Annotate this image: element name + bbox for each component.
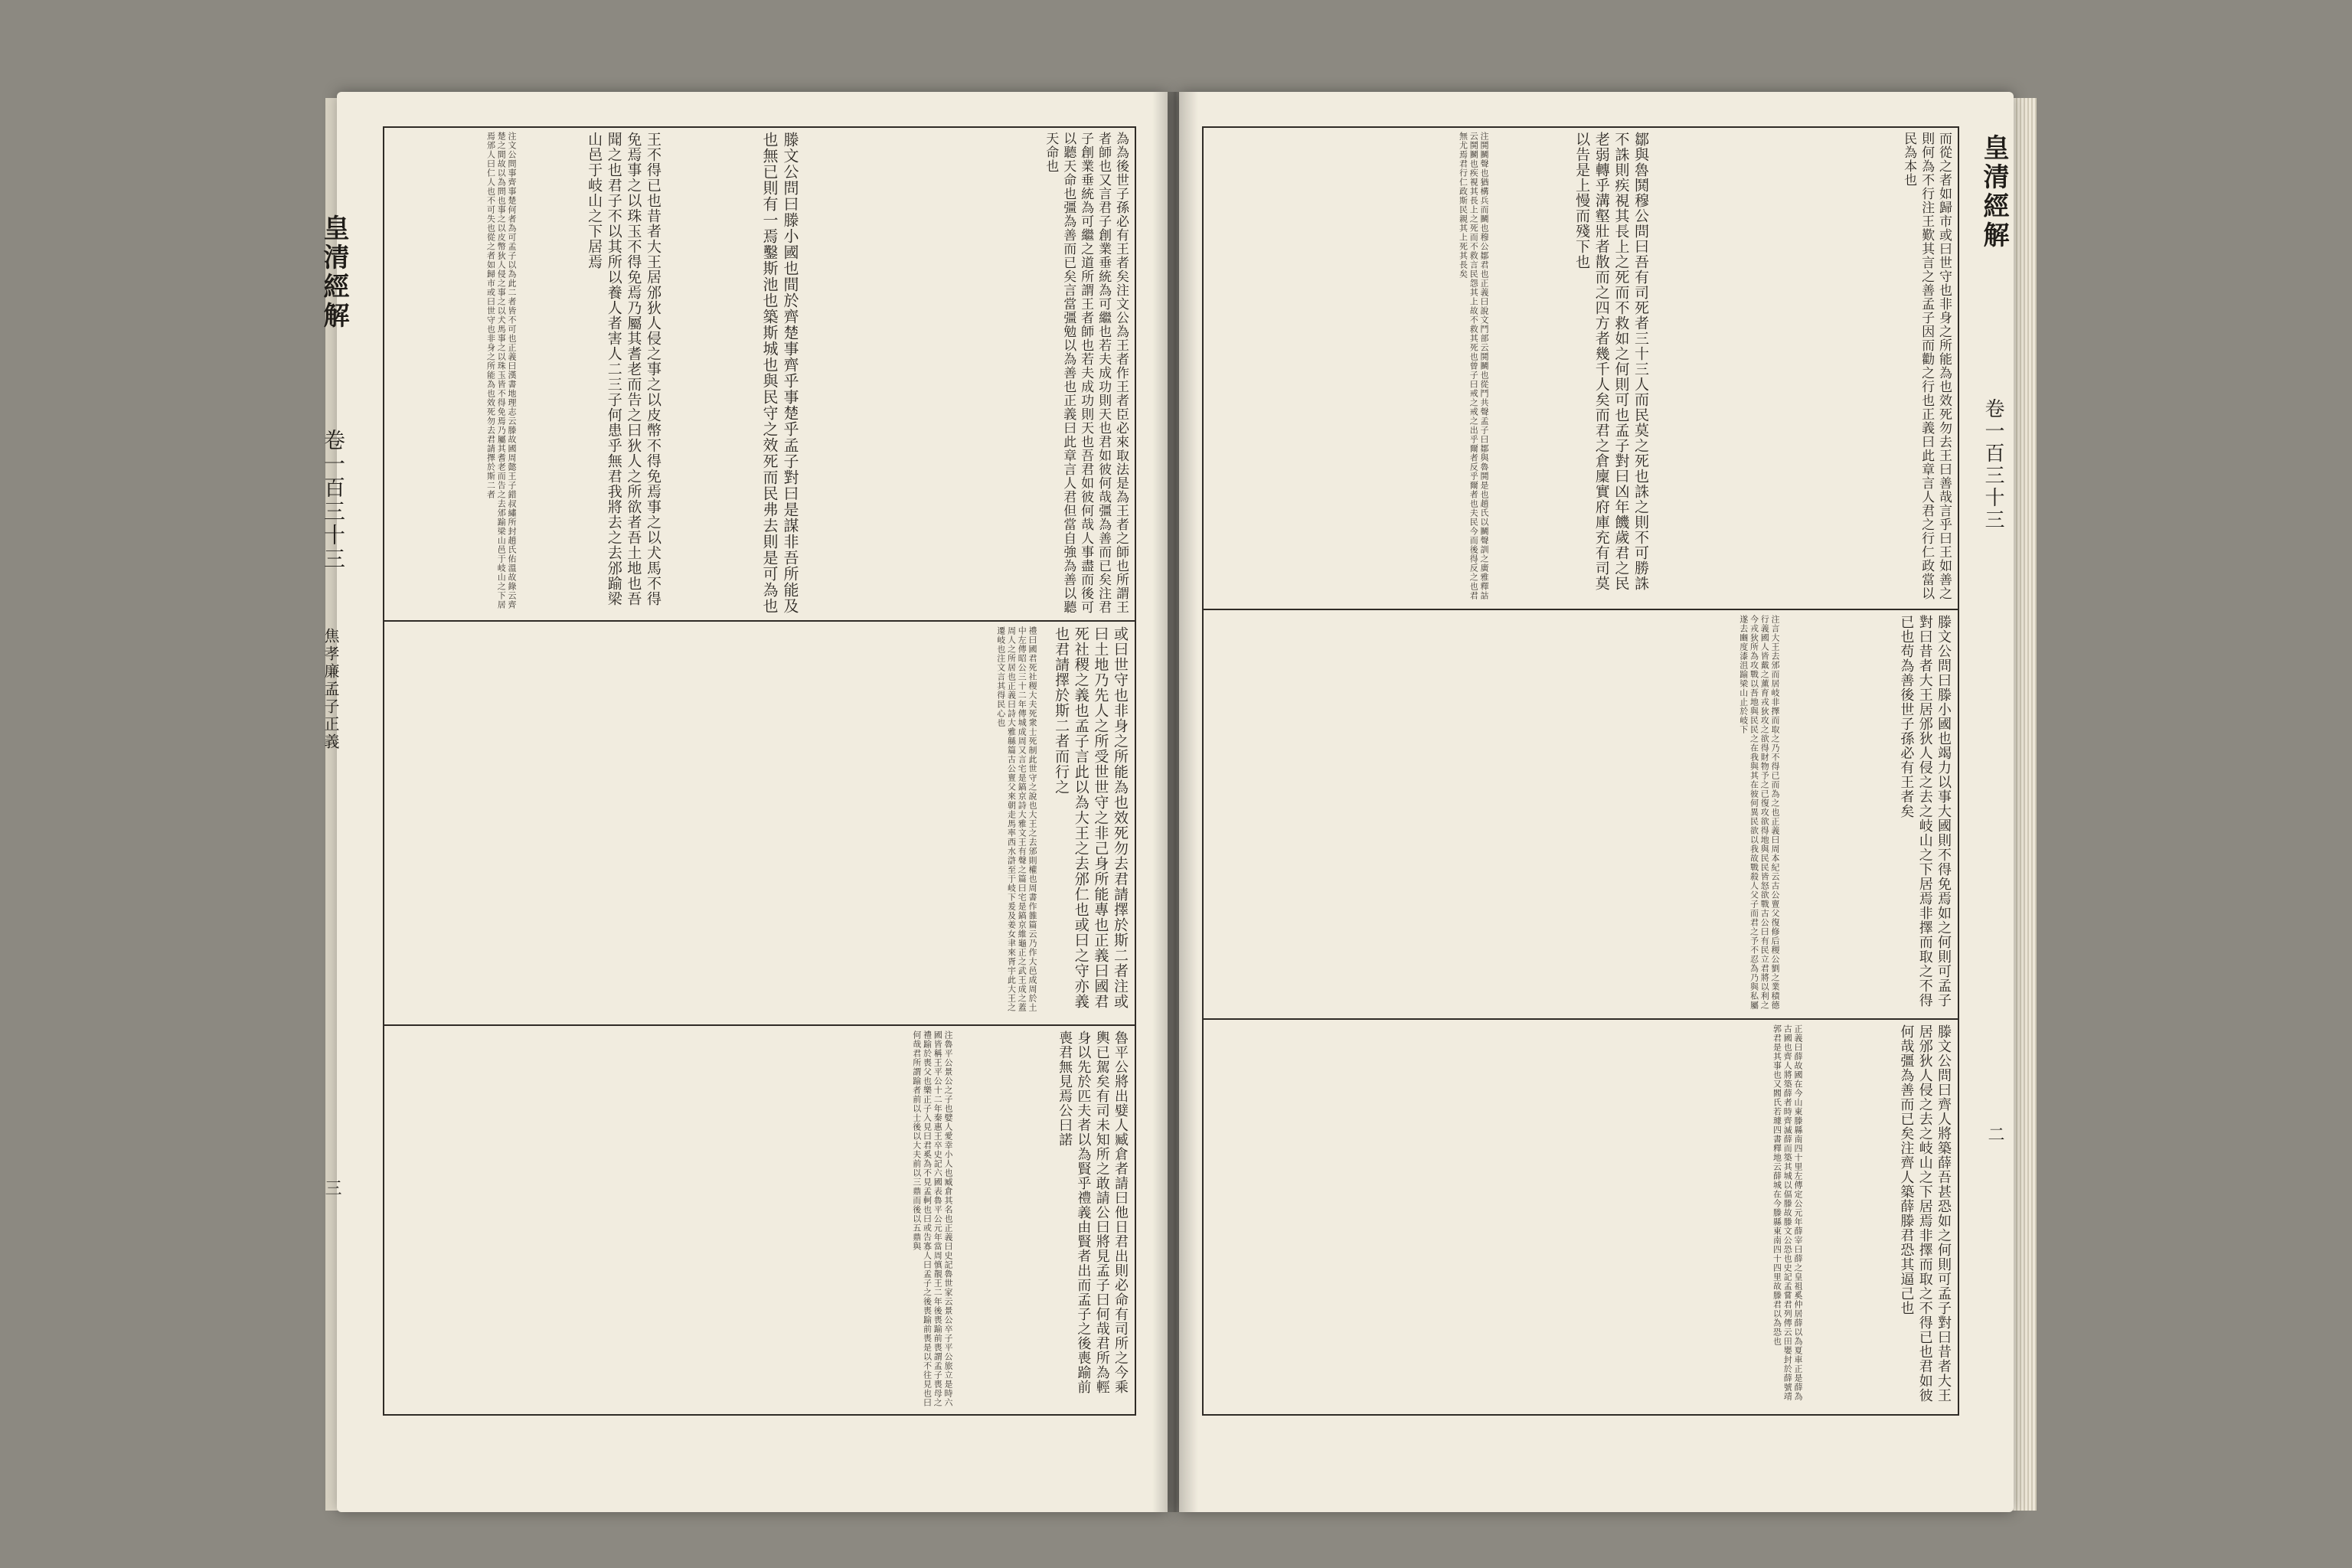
right-middle-text: 滕文公問曰滕小國也竭力以事大國則不得免焉如之何則可孟子對曰昔者大王居邠狄人侵之去之岐山之下居焉非擇而取之不得已也苟為善後世子孫必有王者矣: [1898, 615, 1952, 1008]
left-upper-text-fine: 注文公問事齊事楚何者為可孟子以為此二者皆不可也正義曰漢書地理志云滕故國周懿王子錯叔繡所封趙氏佑溫故錄云齊楚之間故以為問也事之以皮幣狄人侵之事之以犬馬事之以珠玉皆不得免焉乃屬其耆老而告之去邠踰梁山邑于岐山之下居焉邠人曰仁人也不可失也從之者如歸市或曰世守也非身之所能為也效死勿去君請擇於斯二者: [485, 132, 517, 609]
left-upper-text-3: 王不得已也昔者大王居邠狄人侵之事之以皮幣不得免焉事之以犬馬不得免焉事之以珠玉不得免焉乃屬其耆老而告之曰狄人之所欲者吾土地也吾聞之也君子不以其所以養人者害人二三子何患乎無君我將去之去邠踰梁山邑于岐山之下居焉: [586, 132, 662, 606]
left-upper-text-1: 為為後世子孫必有王者矣注文公為王者作王者臣必來取法是為王者之師也所謂王者師也又言君子創業垂統為可繼也若夫成功則天也君如彼何哉彊為善而已矣注君子創業垂統為可繼之道所謂王者師也若夫成功則天也吾君如彼何哉人事盡而後可以聽天命也彊為善而已矣言當彊勉以為善也正義曰此章言人君但當自強為善以聽天命也: [1043, 132, 1129, 614]
right-lower-text-fine: 正義曰薛故國在今山東滕縣南四十里左傳定公元年薛宰曰薛之皇祖奚仲居薛以為夏車正是薛為古國也齊人將築薛者時齊滅薛而築其城以偪滕故滕文公恐也史記孟嘗君列傳云田嬰封於薛號靖郭君是其事也又閻氏若璩四書釋地云薛城在今滕縣東南四十四里故滕君以為恐也: [1772, 1024, 1803, 1401]
right-header-title: 皇清經解: [1978, 134, 2009, 250]
right-header-volume: 卷一百三十三: [1981, 398, 2004, 531]
left-lower-text: 魯平公將出嬖人臧倉者請曰他日君出則必命有司所之今乘輿已駕矣有司未知所之敢請公曰將見孟子曰何哉君所為輕身以先於匹夫者以為賢乎禮義由賢者出而孟子之後喪踰前喪君無見焉公曰諾: [1057, 1031, 1129, 1394]
book-gutter: [1152, 92, 1198, 1512]
right-lower-text: 滕文公問曰齊人將築薛吾甚恐如之何則可孟子對曰昔者大王居邠狄人侵之去之岐山之下居焉非擇而取之不得已也君如彼何哉彊為善而已矣注齊人築薛滕君恐其逼己也: [1898, 1024, 1952, 1403]
left-header-volume: 卷一百三十三: [321, 429, 346, 571]
left-lower-text-fine: 注魯平公景公之子也嬖人愛幸小人也臧倉其名也正義曰史記魯世家云景公卒子平公旅立是時六國皆稱王平公十二年秦惠王卒史記六國表魯平公元年當周慎靚王二年後喪踰前喪謂孟子喪母之禮踰於喪父也樂正子入見曰君奚為不見孟軻也曰或告寡人曰孟子之後喪踰前喪是以不往見也曰何哉君所謂踰者前以士後以大夫前以三鼎而後以五鼎與: [911, 1031, 953, 1407]
left-middle-text: 或曰世守也非身之所能為也效死勿去君請擇於斯二者注或曰土地乃先人之所受世世守之非己身所能專也正義曰國君死社稷之義也孟子言此以為大王之去邠仁也或曰之守亦義也君請擇於斯二者而行之: [1053, 626, 1129, 1009]
left-footer-caption: 焦孝廉孟子正義: [322, 628, 340, 751]
right-divider-upper: [1202, 609, 1959, 610]
left-middle-text-fine: 禮曰國君死社稷大夫死衆士死制此世守之說也大王之去邠則權也周書作雒篇云乃作大邑成周於土中左傳昭公三十二年傳城成周又言宅是鎬京詩大雅文王有聲之篇曰宅是鎬京維龜正之武王成之蓋周人之所居也正義曰詩大雅緜篇古公亶父來朝走馬率西水滸至于岐下爰及姜女聿來胥宇此大王之遷岐也注文言其得民心也: [995, 626, 1037, 1012]
right-divider-lower: [1202, 1018, 1959, 1020]
left-page-mark: 三: [322, 1179, 341, 1196]
right-upper-text-2: 鄒與魯鬨穆公問曰吾有司死者三十三人而民莫之死也誅之則不可勝誅不誅則疾視其長上之死而不救如之何則可也孟子對曰凶年饑歲君之民老弱轉乎溝壑壯者散而之四方者幾千人矣而君之倉廩實府庫充有司莫以告是上慢而殘下也: [1573, 132, 1649, 591]
left-upper-text-2: 滕文公問曰滕小國也間於齊楚事齊乎事楚乎孟子對曰是謀非吾所能及也無已則有一焉鑿斯池也築斯城也與民守之效死而民弗去則是可為也: [760, 132, 799, 614]
right-middle-text-fine: 注言大王去邠而居岐非擇而取之乃不得已而為之也正義曰周本紀云古公亶父復修后稷公劉之業積德行義國人皆戴之薰育戎狄攻之欲得財物予之已復攻欲得地與民民皆怒欲戰古公曰有民立君將以利之今戎狄所為攻戰以吾地與民民之在我與其在彼何異民欲以我故戰殺人父子而君之予不忍為乃與私屬遂去豳度漆沮踰梁山止於岐下: [1738, 615, 1780, 1010]
left-header-title: 皇清經解: [318, 214, 349, 331]
right-page-mark: 二: [1985, 1125, 2004, 1142]
right-upper-text-fine: 注鬨鬭聲也猶構兵而鬭也穆公鄒君也正義曰說文鬥部云鬨鬭也從鬥共聲孟子曰鄒與魯鬨是也趙氏以鬭聲訓之廣雅釋詁云鬨鬭也疾視其長上之死而不救言民怨其上故不救其死也曾子曰戒之戒之出乎爾者反乎爾者也夫民今而後得反之也君無尤焉君行仁政斯民親其上死其長矣: [1458, 132, 1489, 600]
left-divider-upper: [383, 620, 1136, 622]
right-upper-text-1: 而從之者如歸市或曰世守也非身之所能為也效死勿去王曰善哉言乎曰王如善之則何為不行注王歎其言之善孟子因而勸之行也正義曰此章言人君之行仁政當以民為本也: [1901, 132, 1952, 600]
left-divider-lower: [383, 1024, 1136, 1026]
